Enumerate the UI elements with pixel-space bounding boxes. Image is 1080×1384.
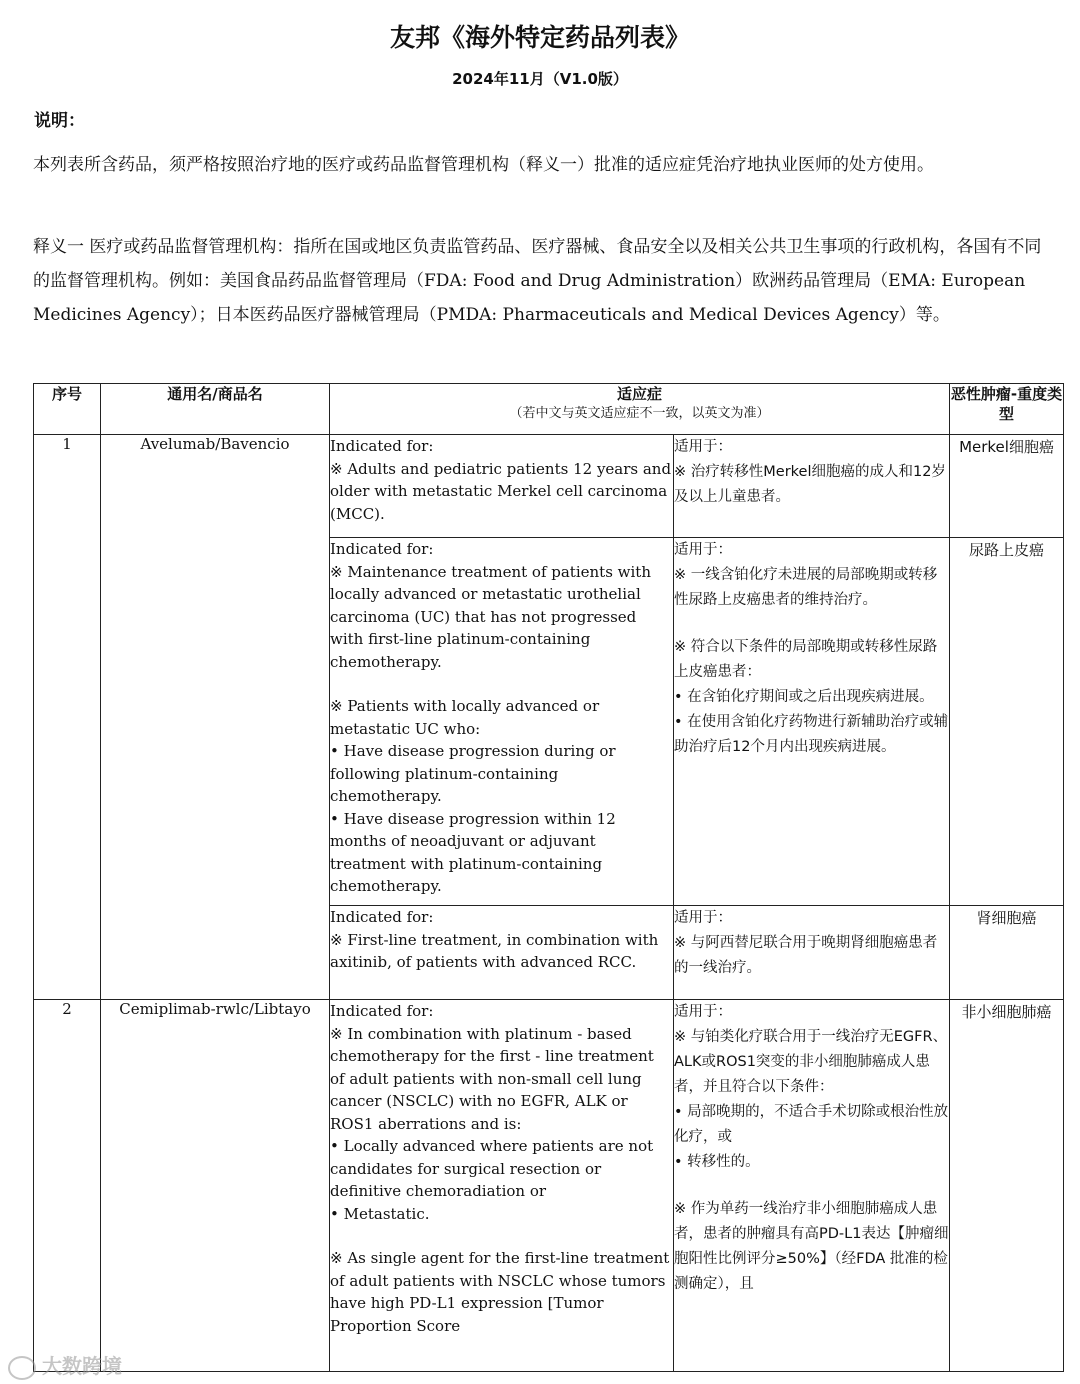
indication-line: ※ In combination with platinum - based chemotherapy for the first - line treatment of adult patients with non-small cell lung cancer (NSCLC) with no EGFR, ALK or ROS1 aberrations and is: xyxy=(330,1024,659,1133)
indication-line: 适用于： xyxy=(674,542,732,558)
indication-cn xyxy=(674,1000,950,1372)
table-row xyxy=(34,1000,1064,1372)
indication-line: • Have disease progression within 12 months of neoadjuvant or adjuvant treatment with platinum-containing chemotherapy. xyxy=(330,809,621,895)
indication-line xyxy=(330,673,673,695)
indication-en xyxy=(330,435,674,538)
cancer-type: 肾细胞癌 xyxy=(950,906,1064,1000)
indication-en xyxy=(330,538,674,906)
document-subtitle: 2024年11月（V1.0版） xyxy=(452,70,628,88)
indication-line: ※ 一线含铂化疗未进展的局部晚期或转移性尿路上皮癌患者的维持治疗。 xyxy=(674,567,938,608)
cancer-type: 非小细胞肺癌 xyxy=(950,1000,1064,1372)
indication-en xyxy=(330,906,674,1000)
indication-en xyxy=(330,1000,674,1372)
indication-line: Indicated for: xyxy=(330,540,434,558)
drug-table xyxy=(33,383,1064,1372)
indication-line: ※ Maintenance treatment of patients with locally advanced or metastatic urothelial carcinoma (UC) that has not progressed with first-line platinum-containing chemotherapy. xyxy=(330,562,656,671)
drug-number: 1 xyxy=(34,435,101,1000)
indication-line xyxy=(674,613,949,635)
indication-line: • 局部晚期的，不适合手术切除或根治性放化疗，或 xyxy=(674,1104,949,1145)
indication-line: • Have disease progression during or following platinum-containing chemotherapy. xyxy=(330,742,621,805)
indication-line: ※ 与阿西替尼联合用于晚期肾细胞癌患者的一线治疗。 xyxy=(674,935,938,976)
definition-paragraph: 释义一 医疗或药品监督管理机构：指所在国或地区负责监管药品、医疗器械、食品安全以及相关公共卫生事项的行政机构，各国有不同的监督管理机构。例如：美国食品药品监督管理局（FDA: Food and Drug Administration）欧洲药品管理局（EMA: European Medicines Agency）；日本医药品医疗器械管理局（PMDA: Pharmaceuticals and Medical Devices Agency）等。 xyxy=(33,237,1042,325)
section-label: 说明： xyxy=(34,111,85,131)
table-header-row xyxy=(34,384,1064,435)
indication-line: ※ 与铂类化疗联合用于一线治疗无EGFR、ALK或ROS1突变的非小细胞肺癌成人患者，并且符合以下条件： xyxy=(674,1029,948,1095)
header-indication xyxy=(330,384,950,435)
indication-line xyxy=(330,1225,673,1247)
drug-name: Cemiplimab-rwlc/Libtayo xyxy=(101,1000,330,1372)
indication-line: • Locally advanced where patients are not candidates for surgical resection or definitive chemoradiation or xyxy=(330,1137,658,1200)
indication-cn xyxy=(674,435,950,538)
indication-cn xyxy=(674,538,950,906)
indication-line: ※ First-line treatment, in combination with axitinib, of patients with advanced RCC. xyxy=(330,930,664,971)
header-indication-label: 适应症 xyxy=(617,385,663,403)
indication-line: • 在含铂化疗期间或之后出现疾病进展。 xyxy=(674,689,934,705)
indication-line: Indicated for: xyxy=(330,437,434,455)
header-name: 通用名/商品名 xyxy=(101,384,330,435)
intro-paragraph: 本列表所含药品，须严格按照治疗地的医疗或药品监督管理机构（释义一）批准的适应症凭治疗地执业医师的处方使用。 xyxy=(33,155,934,175)
indication-line: ※ 符合以下条件的局部晚期或转移性尿路上皮癌患者： xyxy=(674,639,938,680)
drug-number: 2 xyxy=(34,1000,101,1372)
cancer-type: 尿路上皮癌 xyxy=(950,538,1064,906)
table-row xyxy=(34,435,1064,538)
watermark-logo-icon xyxy=(8,1356,36,1380)
indication-line: Indicated for: xyxy=(330,908,434,926)
indication-line: ※ 治疗转移性Merkel细胞癌的成人和12岁及以上儿童患者。 xyxy=(674,464,946,505)
indication-line: 适用于： xyxy=(674,910,732,926)
cancer-type: Merkel细胞癌 xyxy=(950,435,1064,538)
watermark-text: 大数跨境 xyxy=(42,1354,122,1378)
header-num: 序号 xyxy=(34,384,101,435)
indication-line: • 在使用含铂化疗药物进行新辅助治疗或辅助治疗后12个月内出现疾病进展。 xyxy=(674,714,949,755)
header-indication-note: （若中文与英文适应症不一致，以英文为准） xyxy=(509,406,770,421)
watermark xyxy=(8,1350,122,1380)
document-title: 友邦《海外特定药品列表》 xyxy=(389,23,690,52)
header-type: 恶性肿瘤-重度类型 xyxy=(950,384,1064,435)
indication-line: ※ Adults and pediatric patients 12 years and older with metastatic Merkel cell carcinoma (MCC). xyxy=(330,459,676,523)
drug-name: Avelumab/Bavencio xyxy=(101,435,330,1000)
indication-line: ※ 作为单药一线治疗非小细胞肺癌成人患者，患者的肿瘤具有高PD-L1表达【肿瘤细胞阳性比例评分≥50%】（经FDA 批准的检测确定），且 xyxy=(674,1201,949,1292)
indication-line: • 转移性的。 xyxy=(674,1154,760,1170)
drug-table-body xyxy=(34,435,1064,1372)
indication-line: ※ As single agent for the first-line treatment of adult patients with NSCLC whose tumors have high PD-L1 expression [Tumor Proportion Score xyxy=(330,1249,675,1335)
indication-line: • Metastatic. xyxy=(330,1204,430,1223)
indication-line: Indicated for: xyxy=(330,1002,434,1020)
indication-line: 适用于： xyxy=(674,439,732,455)
indication-cn xyxy=(674,906,950,1000)
indication-line: ※ Patients with locally advanced or metastatic UC who: xyxy=(330,697,604,738)
indication-line: 适用于： xyxy=(674,1004,732,1020)
indication-line xyxy=(674,1175,949,1197)
